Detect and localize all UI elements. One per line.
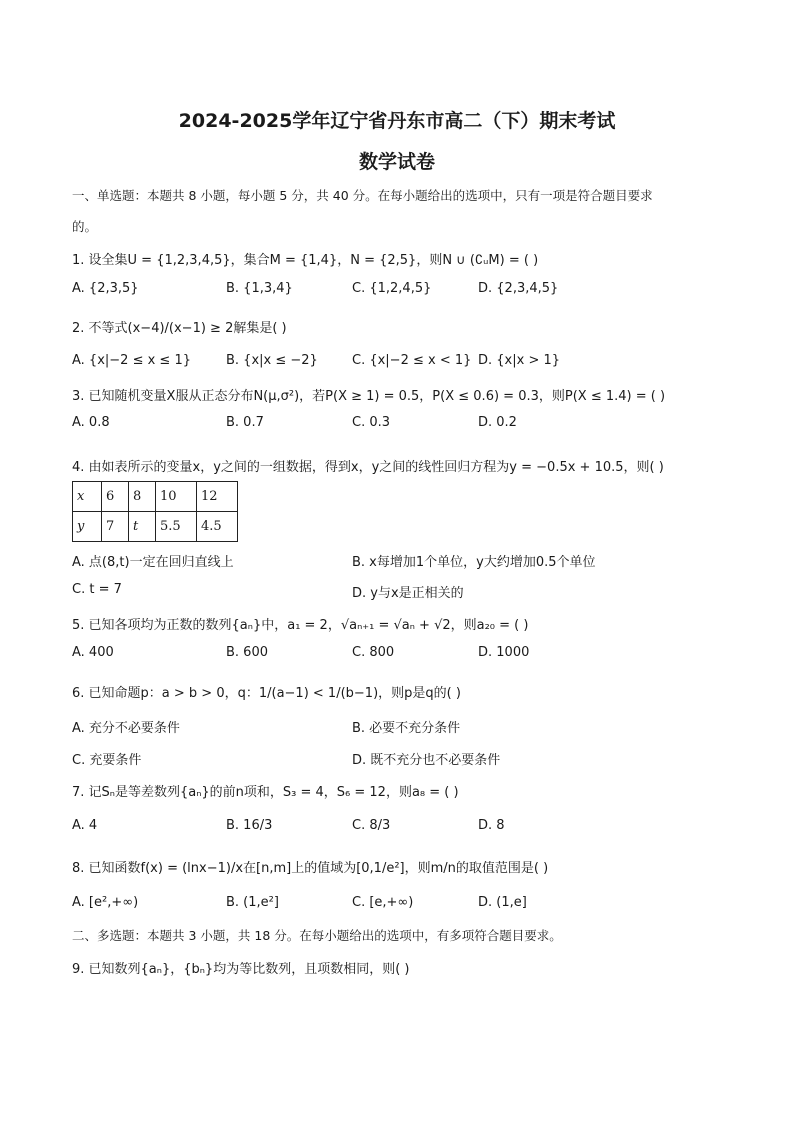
question-1-stem: 1. 设全集U = {1,2,3,4,5}，集合M = {1,4}，N = {2,5}，则N ∪ (∁ᵤM) = ( ) (72, 253, 539, 268)
question-5-option-d: D. 1000 (478, 645, 530, 660)
question-2-option-b: B. {x|x ≤ −2} (226, 353, 318, 368)
question-3-stem: 3. 已知随机变量X服从正态分布N(μ,σ²)，若P(X ≥ 1) = 0.5，P(X ≤ 0.6) = 0.3，则P(X ≤ 1.4) = ( ) (72, 389, 666, 404)
question-7-stem: 7. 记Sₙ是等差数列{aₙ}的前n项和，S₃ = 4，S₆ = 12，则a₈ = ( ) (72, 785, 459, 800)
table-cell: t (129, 512, 156, 542)
table-cell: 6 (102, 482, 129, 512)
table-cell: 8 (129, 482, 156, 512)
question-3-option-c: C. 0.3 (352, 415, 391, 430)
question-3-option-d: D. 0.2 (478, 415, 517, 430)
question-4-option-b: B. x每增加1个单位，y大约增加0.5个单位 (352, 555, 596, 570)
question-1-option-c: C. {1,2,4,5} (352, 281, 432, 296)
page-subtitle: 数学试卷 (358, 151, 435, 173)
question-8-option-d: D. (1,e] (478, 895, 527, 910)
section-2-heading: 二、多选题：本题共 3 小题，共 18 分。在每小题给出的选项中，有多项符合题目要求。 (72, 928, 562, 943)
question-9-stem: 9. 已知数列{aₙ}，{bₙ}均为等比数列，且项数相同，则( ) (72, 962, 410, 977)
question-4-stem: 4. 由如表所示的变量x，y之间的一组数据，得到x，y之间的线性回归方程为y = −0.5x + 10.5，则( ) (72, 460, 664, 475)
page-title: 2024-2025学年辽宁省丹东市高二（下）期末考试 (178, 110, 616, 132)
question-6-option-a: A. 充分不必要条件 (72, 721, 180, 736)
question-2-stem: 2. 不等式(x−4)/(x−1) ≥ 2解集是( ) (72, 321, 287, 336)
question-8-stem: 8. 已知函数f(x) = (lnx−1)/x在[n,m]上的值域为[0,1/e²]，则m/n的取值范围是( ) (72, 861, 549, 876)
table-cell: x (73, 482, 102, 512)
question-6-option-c: C. 充要条件 (72, 753, 142, 768)
question-3-option-a: A. 0.8 (72, 415, 110, 430)
table-cell: y (73, 512, 102, 542)
question-7-option-d: D. 8 (478, 818, 505, 833)
question-3-option-b: B. 0.7 (226, 415, 264, 430)
question-1-option-b: B. {1,3,4} (226, 281, 293, 296)
table-cell: 5.5 (156, 512, 197, 542)
table-cell: 10 (156, 482, 197, 512)
question-2-option-a: A. {x|−2 ≤ x ≤ 1} (72, 353, 191, 368)
question-7-option-a: A. 4 (72, 818, 98, 833)
section-1-heading: 一、单选题：本题共 8 小题，每小题 5 分，共 40 分。在每小题给出的选项中，只有一项是符合题目要求 (72, 188, 653, 203)
table-cell: 7 (102, 512, 129, 542)
question-8-option-a: A. [e²,+∞) (72, 895, 139, 910)
table-row (73, 512, 238, 542)
question-2-option-c: C. {x|−2 ≤ x < 1} (352, 353, 472, 368)
question-1-option-d: D. {2,3,4,5} (478, 281, 559, 296)
table-cell: 12 (197, 482, 238, 512)
table-cell: 4.5 (197, 512, 238, 542)
question-5-option-b: B. 600 (226, 645, 268, 660)
question-5-option-a: A. 400 (72, 645, 114, 660)
section-1-heading-cont: 的。 (72, 219, 98, 234)
question-6-option-d: D. 既不充分也不必要条件 (352, 753, 501, 768)
question-4-option-d: D. y与x是正相关的 (352, 586, 464, 601)
question-2-option-d: D. {x|x > 1} (478, 353, 561, 368)
table-row (73, 482, 238, 512)
question-7-option-c: C. 8/3 (352, 818, 391, 833)
question-6-stem: 6. 已知命题p：a > b > 0，q：1/(a−1) < 1/(b−1)，则p是q的( ) (72, 686, 461, 701)
question-4-option-a: A. 点(8,t)一定在回归直线上 (72, 555, 234, 570)
question-4-option-c: C. t = 7 (72, 582, 122, 597)
question-8-option-b: B. (1,e²] (226, 895, 279, 910)
question-6-option-b: B. 必要不充分条件 (352, 721, 461, 736)
question-7-option-b: B. 16/3 (226, 818, 273, 833)
question-5-stem: 5. 已知各项均为正数的数列{aₙ}中，a₁ = 2，√aₙ₊₁ = √aₙ + √2，则a₂₀ = ( ) (72, 618, 529, 633)
question-4-data-table (72, 481, 238, 542)
question-8-option-c: C. [e,+∞) (352, 895, 414, 910)
question-5-option-c: C. 800 (352, 645, 395, 660)
question-1-option-a: A. {2,3,5} (72, 281, 139, 296)
